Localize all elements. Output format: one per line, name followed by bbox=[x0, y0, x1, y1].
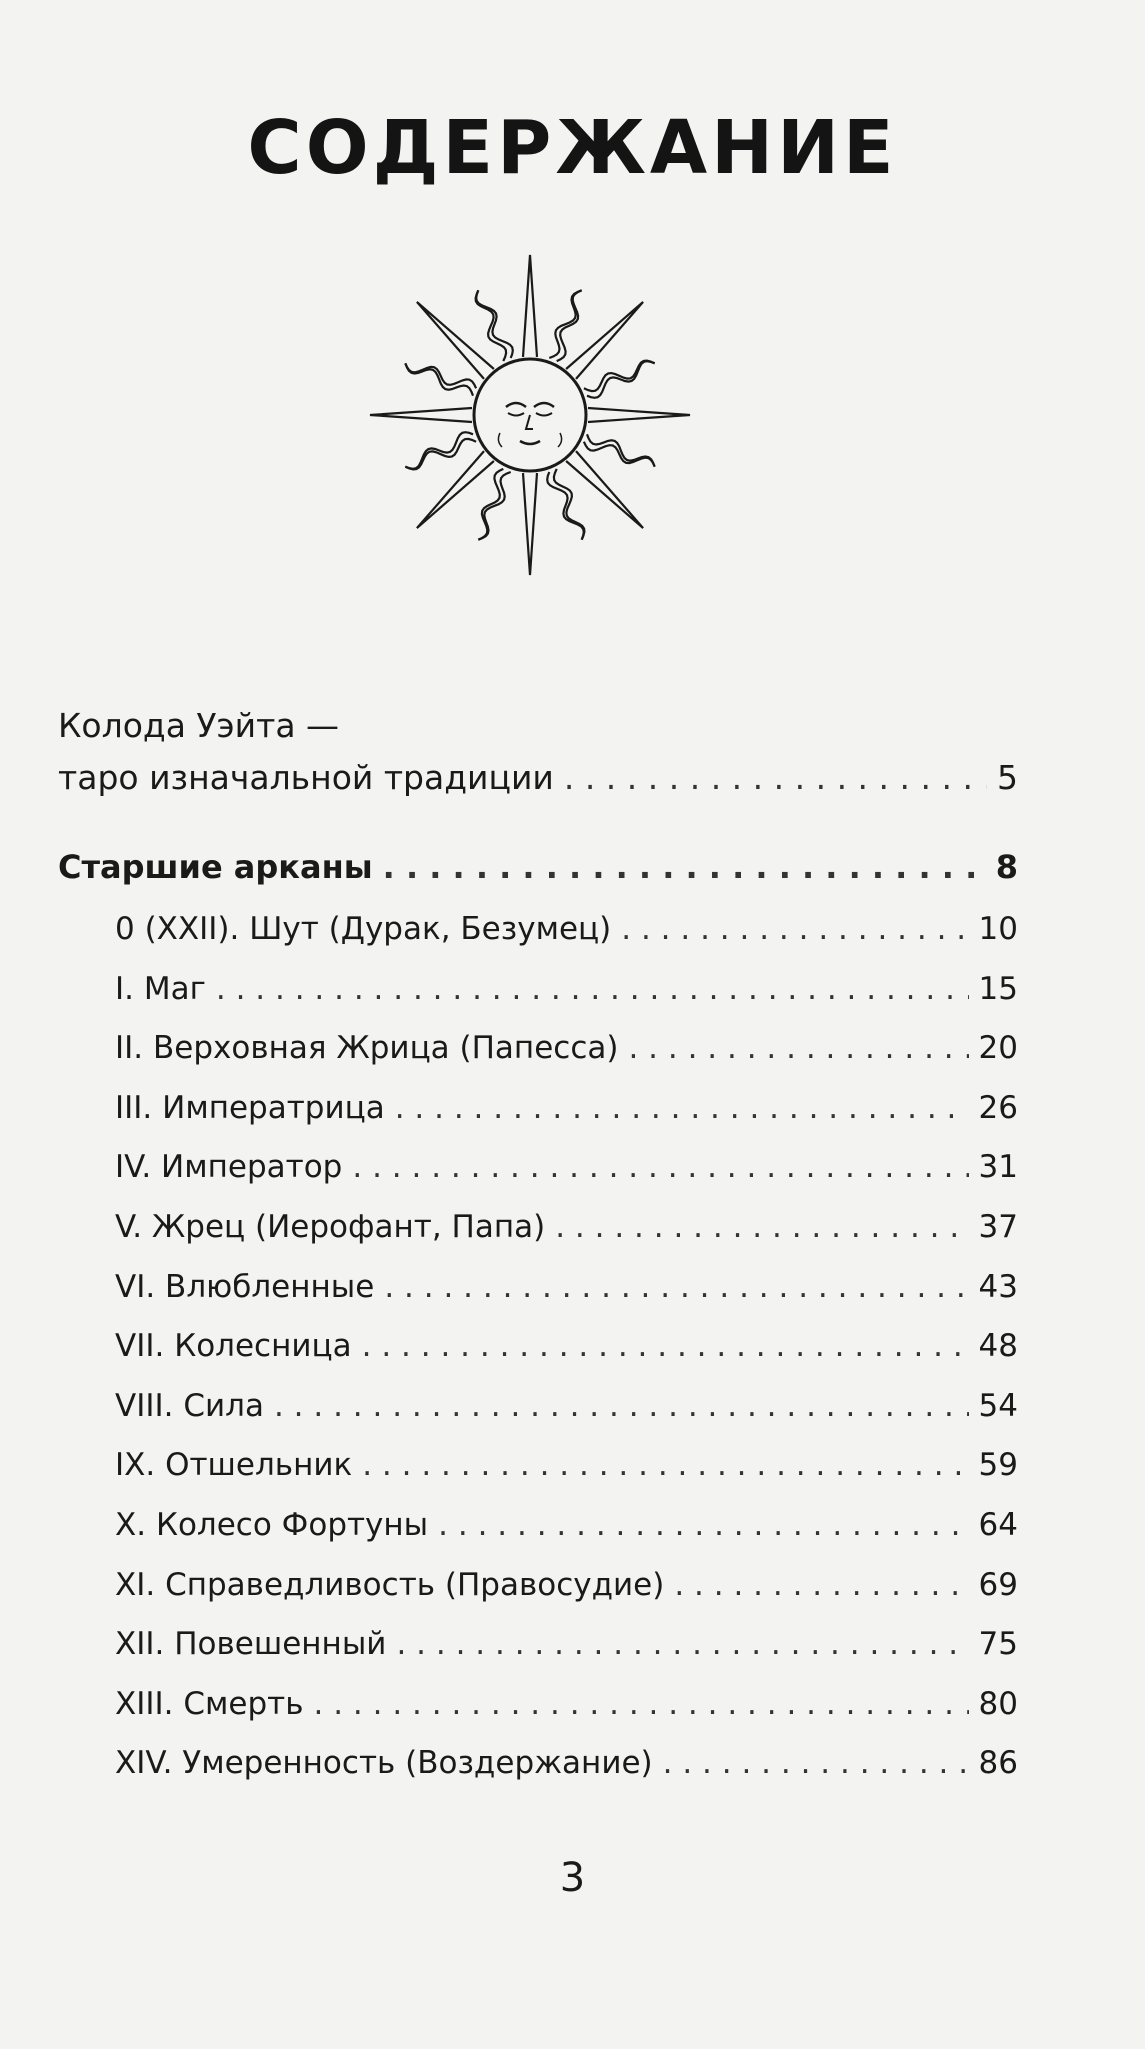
entry-title: III. Императрица bbox=[115, 1089, 385, 1126]
sun-spike-ray bbox=[370, 408, 472, 422]
section-entry[interactable] bbox=[58, 838, 1018, 896]
entry-page-number: 64 bbox=[978, 1506, 1018, 1543]
toc-entry[interactable] bbox=[115, 1615, 1018, 1675]
sun-flame-ray bbox=[476, 290, 513, 358]
entry-title: 0 (XXII). Шут (Дурак, Безумец) bbox=[115, 911, 612, 947]
dot-leader bbox=[384, 1258, 968, 1318]
dot-leader bbox=[663, 1734, 969, 1794]
entry-page-number: 10 bbox=[978, 911, 1018, 947]
entry-page-number: 69 bbox=[978, 1566, 1018, 1603]
intro-line-1: Колода Уэйта — bbox=[58, 706, 340, 745]
entry-page-number: 37 bbox=[978, 1208, 1018, 1245]
toc-entry[interactable] bbox=[115, 1675, 1018, 1735]
entry-title: XIII. Смерть bbox=[115, 1685, 304, 1722]
toc-entry[interactable] bbox=[115, 900, 1018, 960]
entry-page-number: 54 bbox=[978, 1387, 1018, 1424]
entry-title: V. Жрец (Иерофант, Папа) bbox=[115, 1208, 546, 1245]
entry-title: XII. Повешенный bbox=[115, 1626, 387, 1663]
dot-leader bbox=[438, 1496, 968, 1556]
entry-title: VI. Влюбленные bbox=[115, 1268, 375, 1305]
dot-leader bbox=[216, 960, 969, 1020]
sun-flame-ray bbox=[405, 439, 476, 470]
entry-title: IV. Император bbox=[115, 1149, 343, 1186]
page-heading: СОДЕРЖАНИЕ bbox=[247, 105, 898, 191]
entry-page-number: 80 bbox=[978, 1685, 1018, 1722]
entry-title: VII. Колесница bbox=[115, 1328, 352, 1365]
toc-entry[interactable] bbox=[115, 1377, 1018, 1437]
entry-page-number: 43 bbox=[978, 1268, 1018, 1305]
toc-entry[interactable] bbox=[115, 960, 1018, 1020]
dot-leader bbox=[555, 1198, 968, 1258]
toc-entry[interactable] bbox=[115, 1734, 1018, 1794]
entry-title: XIV. Умеренность (Воздержание) bbox=[115, 1745, 653, 1782]
dot-leader bbox=[362, 1436, 968, 1496]
page-number: 3 bbox=[559, 1855, 586, 1901]
entry-page-number: 26 bbox=[978, 1089, 1018, 1126]
intro-page-number: 5 bbox=[997, 758, 1018, 797]
dot-leader bbox=[396, 1615, 968, 1675]
sun-face-icon bbox=[365, 250, 695, 580]
toc-list bbox=[115, 900, 1018, 1794]
dot-leader bbox=[352, 1138, 968, 1198]
entry-page-number: 75 bbox=[978, 1626, 1018, 1663]
entry-page-number: 59 bbox=[978, 1447, 1018, 1484]
dot-leader bbox=[564, 752, 987, 804]
dot-leader bbox=[395, 1079, 969, 1139]
intro-line-2: таро изначальной традиции bbox=[58, 758, 554, 797]
sun-flame-ray bbox=[547, 472, 584, 540]
intro-entry[interactable] bbox=[58, 700, 1018, 804]
toc-entry[interactable] bbox=[115, 1019, 1018, 1079]
entry-title: IX. Отшельник bbox=[115, 1447, 353, 1484]
entry-page-number: 15 bbox=[978, 970, 1018, 1007]
sun-flame-ray bbox=[554, 469, 585, 540]
entry-page-number: 48 bbox=[978, 1328, 1018, 1365]
toc-entry[interactable] bbox=[115, 1556, 1018, 1616]
toc-entry[interactable] bbox=[115, 1496, 1018, 1556]
entry-page-number: 86 bbox=[978, 1745, 1018, 1782]
section-title: Старшие арканы bbox=[58, 848, 373, 886]
entry-page-number: 31 bbox=[978, 1149, 1018, 1186]
entry-title: II. Верховная Жрица (Папесса) bbox=[115, 1030, 619, 1067]
entry-title: XI. Справедливость (Правосудие) bbox=[115, 1566, 665, 1603]
sun-flame-ray bbox=[584, 361, 655, 392]
dot-leader bbox=[621, 900, 968, 960]
sun-spike-ray bbox=[523, 255, 537, 357]
sun-flame-ray bbox=[587, 361, 655, 398]
dot-leader bbox=[362, 1317, 969, 1377]
sun-flame-ray bbox=[476, 290, 507, 361]
dot-leader bbox=[674, 1556, 968, 1616]
toc-entry[interactable] bbox=[115, 1198, 1018, 1258]
toc-entry[interactable] bbox=[115, 1138, 1018, 1198]
entry-page-number: 20 bbox=[978, 1030, 1018, 1067]
toc-entry[interactable] bbox=[115, 1258, 1018, 1318]
section-page-number: 8 bbox=[995, 848, 1018, 886]
toc-entry[interactable] bbox=[115, 1436, 1018, 1496]
sun-spike-ray bbox=[523, 473, 537, 575]
entry-title: VIII. Сила bbox=[115, 1387, 264, 1424]
toc-entry[interactable] bbox=[115, 1079, 1018, 1139]
dot-leader bbox=[383, 838, 986, 896]
dot-leader bbox=[274, 1377, 969, 1437]
dot-leader bbox=[313, 1675, 968, 1735]
sun-flame-ray bbox=[405, 432, 473, 469]
entry-title: X. Колесо Фортуны bbox=[115, 1506, 429, 1543]
dot-leader bbox=[628, 1019, 968, 1079]
toc-entry[interactable] bbox=[115, 1317, 1018, 1377]
sun-spike-ray bbox=[588, 408, 690, 422]
entry-title: I. Маг bbox=[115, 970, 206, 1007]
